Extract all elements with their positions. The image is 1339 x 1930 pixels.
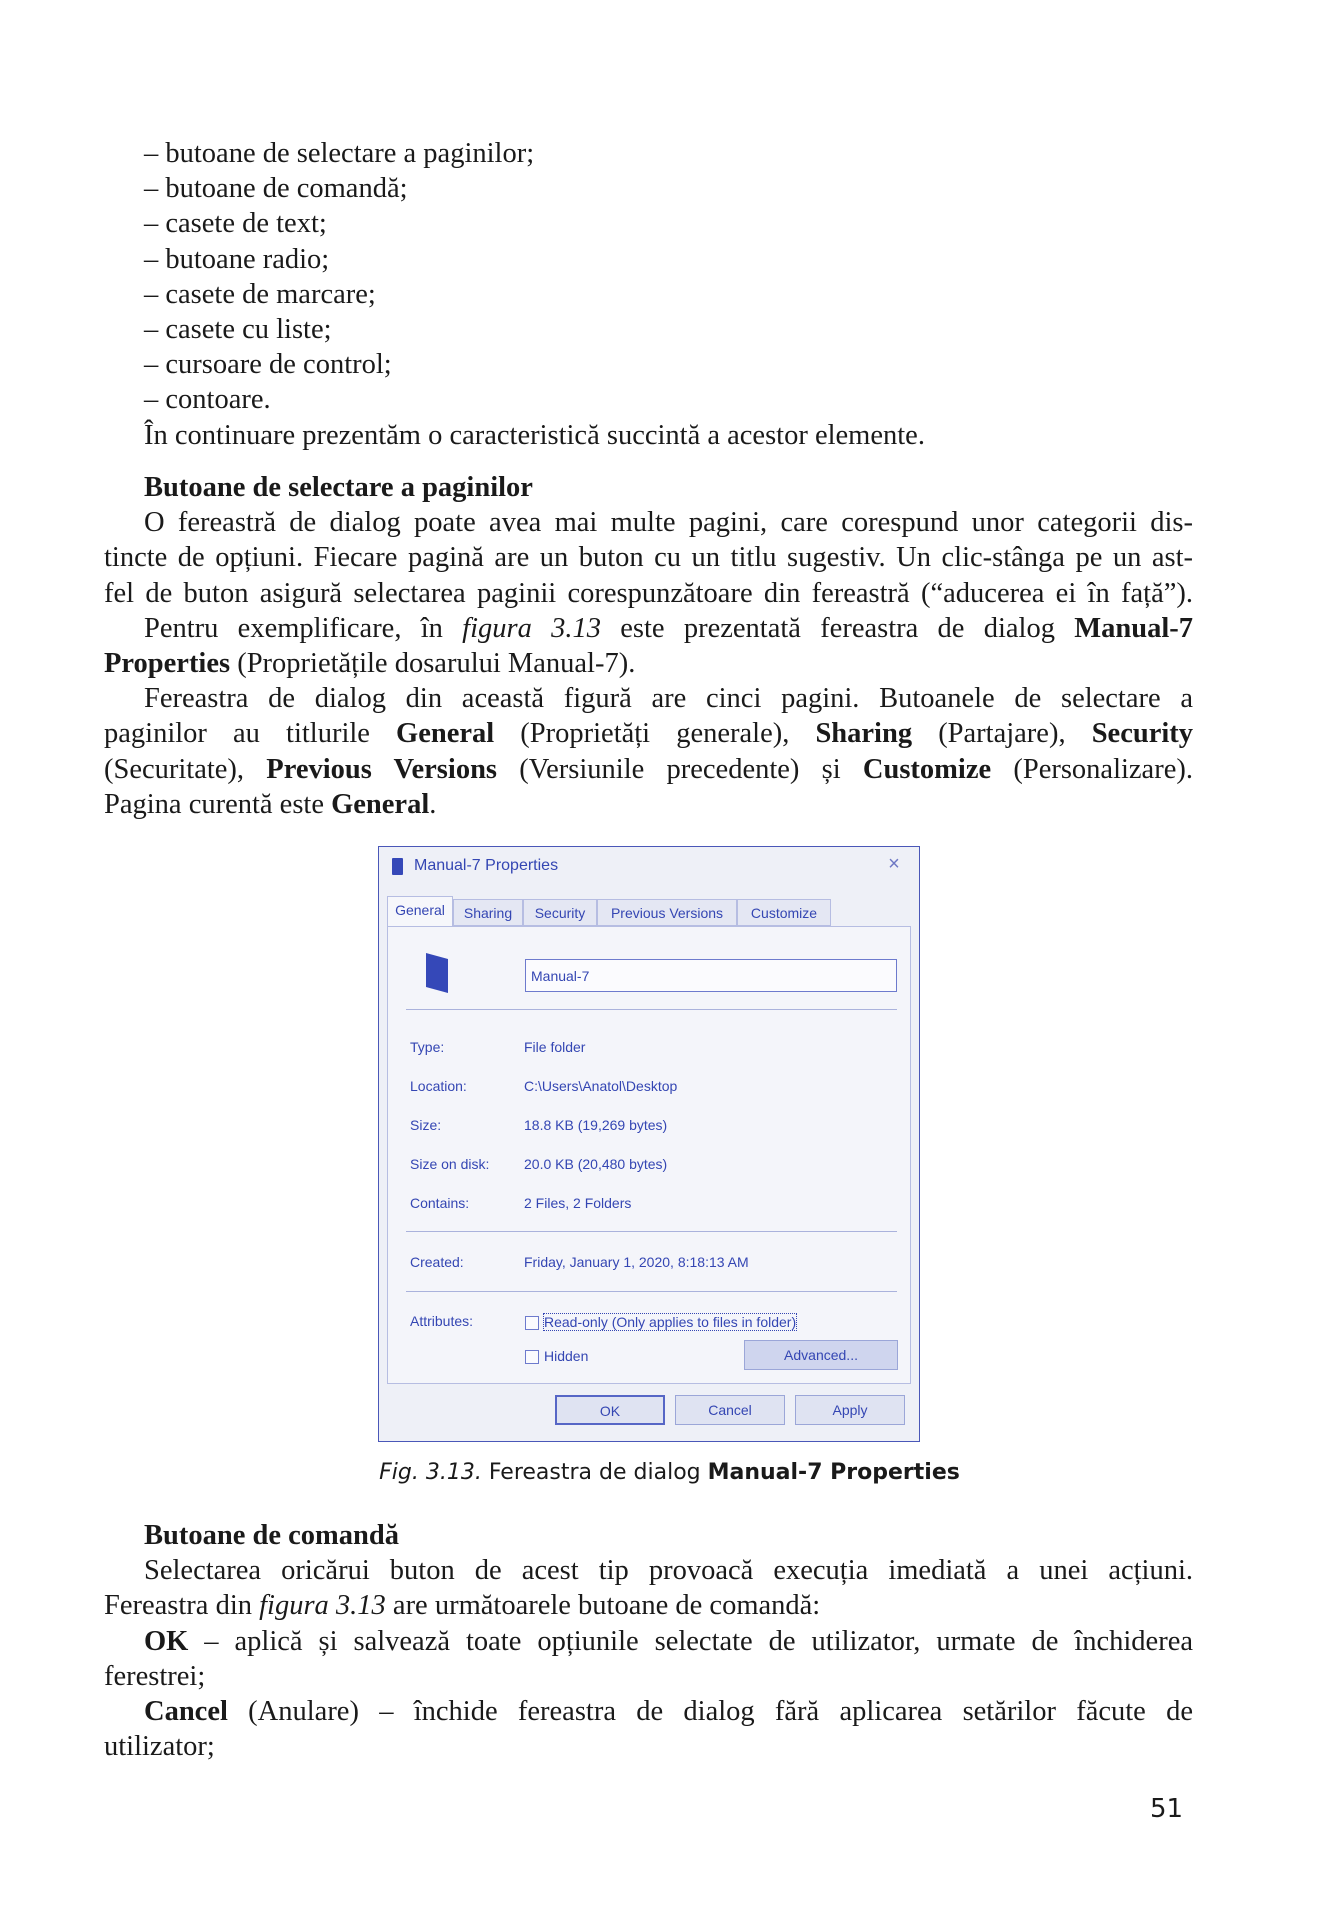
tab-previous-versions[interactable]: Previous Versions (597, 899, 737, 926)
intro-paragraph: În continuare prezentăm o caracteristică succintă a acestor elemente. (144, 419, 925, 451)
folder-name-input[interactable] (525, 959, 897, 992)
section-heading: Butoane de selectare a paginilor (144, 472, 533, 503)
text-run: (Proprietățile dosarului Manual-7). (230, 648, 636, 680)
contains-label: Contains: (410, 1195, 470, 1211)
readonly-label[interactable]: Read-only (Only applies to files in folder) (544, 1314, 797, 1330)
caption-title: Manual-7 Properties (707, 1460, 960, 1485)
contains-value: 2 Files, 2 Folders (524, 1195, 632, 1211)
section-heading: Butoane de comandă (144, 1520, 399, 1551)
location-value: C:\Users\Anatol\Desktop (524, 1078, 678, 1094)
bold-term: Security (1091, 718, 1193, 750)
paragraph-line (104, 1694, 1193, 1729)
tab-general[interactable]: General (387, 896, 453, 927)
paragraph-line (104, 716, 1193, 751)
created-label: Created: (410, 1254, 464, 1270)
text-run: Pagina curentă este (104, 788, 332, 820)
list-item: – cursoare de control; (144, 349, 392, 381)
tab-security[interactable]: Security (523, 899, 597, 926)
hidden-checkbox[interactable] (525, 1350, 539, 1364)
text-run: (Personalizare). (991, 753, 1193, 785)
cancel-button[interactable]: Cancel (675, 1395, 785, 1425)
text-run: (Partajare), (912, 718, 1092, 750)
divider (406, 1009, 897, 1010)
properties-dialog (378, 846, 920, 1442)
bold-term: Customize (862, 753, 992, 785)
apply-button[interactable]: Apply (795, 1395, 905, 1425)
general-tab-panel (387, 926, 911, 1384)
folder-icon (426, 953, 448, 993)
type-value: File folder (524, 1039, 586, 1055)
paragraph-line: fel de buton asigură selectarea paginii corespunzătoare din fereastră (“aducerea ei în față”). (104, 577, 1193, 609)
bold-term: Manual-7 (1074, 612, 1193, 644)
section-command-buttons (104, 1518, 1193, 1764)
close-icon[interactable]: × (888, 853, 900, 875)
bullet-list (104, 136, 1193, 453)
advanced-button[interactable]: Advanced... (744, 1340, 898, 1370)
paragraph-line: utilizator; (104, 1731, 215, 1763)
text-run: paginilor au titlurile (104, 718, 397, 750)
paragraph-line (104, 752, 1193, 787)
list-item: – butoane de comandă; (144, 173, 408, 205)
paragraph-line: Fereastra de dialog din această figură are cinci pagini. Butoanele de selectare a (144, 683, 1193, 715)
ok-button[interactable]: OK (555, 1395, 665, 1425)
attributes-label: Attributes: (410, 1313, 474, 1329)
size-label: Size: (410, 1117, 442, 1133)
bold-term: OK (144, 1625, 189, 1657)
hidden-label[interactable]: Hidden (544, 1348, 589, 1364)
paragraph-line: O fereastră de dialog poate avea mai multe pagini, care corespund unor categorii dis- (144, 507, 1193, 539)
text-run: este prezentată fereastra de dialog (601, 612, 1075, 644)
list-item: – butoane radio; (144, 243, 330, 275)
text-run: Fereastra din (104, 1590, 260, 1622)
paragraph-line (104, 1624, 1193, 1659)
figure-caption (0, 1460, 1339, 1485)
readonly-checkbox[interactable] (525, 1316, 539, 1330)
paragraph-line: ferestrei; (104, 1660, 206, 1692)
divider (406, 1231, 897, 1232)
text-run: (Securitate), (104, 753, 267, 785)
divider (406, 1291, 897, 1292)
text-run: – aplică și salvează toate opțiunile selectate de utilizator, urmate de închiderea (188, 1625, 1193, 1657)
caption-figure-number: Fig. 3.13. (379, 1460, 482, 1485)
bold-term: Sharing (815, 718, 913, 750)
bold-term: Properties (104, 648, 231, 680)
section-page-selection (104, 470, 1193, 822)
page-number: 51 (1150, 1794, 1184, 1824)
text-run: (Versiunile precedente) și (497, 753, 863, 785)
text-run: . (429, 788, 437, 820)
created-value: Friday, January 1, 2020, 8:18:13 AM (524, 1254, 749, 1270)
paragraph-line (104, 646, 1193, 681)
caption-text: Fereastra de dialog (481, 1460, 708, 1485)
list-item: – contoare. (144, 384, 271, 416)
type-label: Type: (410, 1039, 445, 1055)
paragraph-line (104, 611, 1193, 646)
list-item: – casete de text; (144, 208, 327, 240)
paragraph-line: tincte de opțiuni. Fiecare pagină are un buton cu un titlu sugestiv. Un clic-stânga pe un ast- (104, 542, 1193, 574)
figure-reference: figura 3.13 (259, 1590, 386, 1622)
folder-icon (392, 858, 403, 875)
bold-term: Cancel (144, 1696, 228, 1728)
list-item: – casete de marcare; (144, 278, 376, 310)
dialog-title: Manual-7 Properties (414, 857, 559, 874)
paragraph-line: Selectarea oricărui buton de acest tip provoacă execuția imediată a unei acțiuni. (144, 1555, 1193, 1587)
text-run: are următoarele butoane de comandă: (385, 1590, 821, 1622)
size-on-disk-label: Size on disk: (410, 1156, 490, 1172)
paragraph-line (104, 1588, 1193, 1623)
size-on-disk-value: 20.0 KB (20,480 bytes) (524, 1156, 668, 1172)
bold-term: General (396, 718, 495, 750)
paragraph-line (104, 787, 1193, 822)
location-label: Location: (410, 1078, 467, 1094)
tab-sharing[interactable]: Sharing (453, 899, 523, 926)
figure-reference: figura 3.13 (462, 612, 601, 644)
bold-term: Previous Versions (266, 753, 498, 785)
title-bar (379, 847, 919, 887)
text-run: (Proprietăți generale), (494, 718, 816, 750)
text-run: (Anulare) – închide fereastra de dialog fără aplicarea setărilor făcute de (227, 1696, 1193, 1728)
bold-term: General (331, 788, 430, 820)
text-run: Pentru exemplificare, în (144, 612, 463, 644)
tab-customize[interactable]: Customize (737, 899, 831, 926)
size-value: 18.8 KB (19,269 bytes) (524, 1117, 668, 1133)
list-item: – casete cu liste; (144, 314, 332, 346)
list-item: – butoane de selectare a paginilor; (144, 138, 535, 169)
